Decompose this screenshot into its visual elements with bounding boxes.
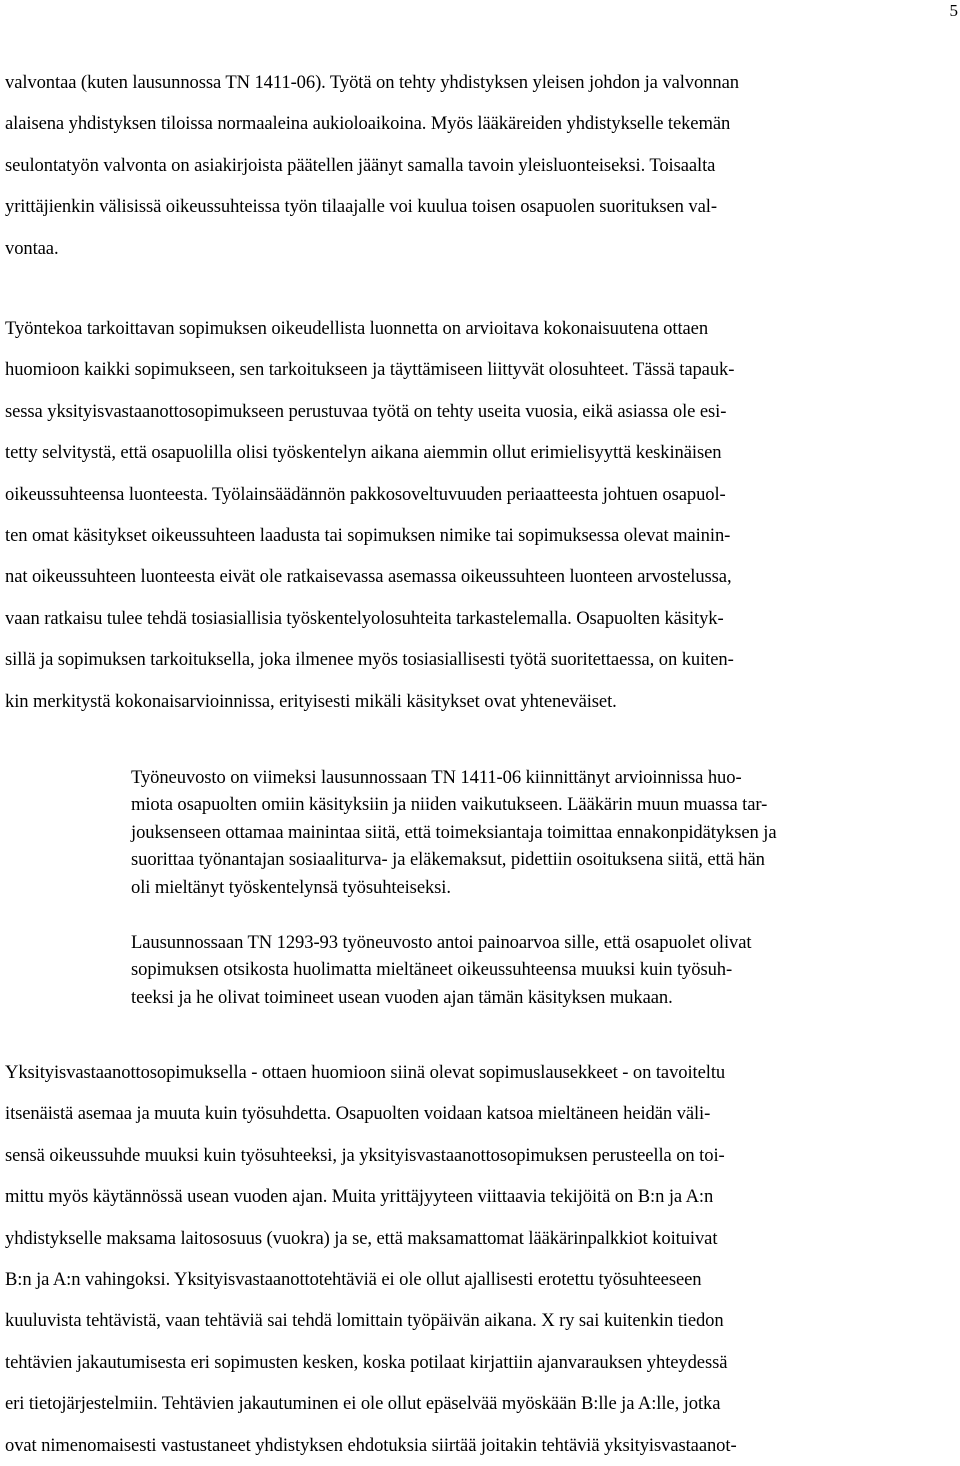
text-line: tehtävien jakautumisesta eri sopimusten kesken, koska potilaat kirjattiin ajanvarauksen yhteydessä <box>5 1351 728 1373</box>
text-line: huomioon kaikki sopimukseen, sen tarkoitukseen ja täyttämiseen liittyvät olosuhteet. Tässä tapauk- <box>5 359 735 381</box>
text-line: alaisena yhdistyksen tiloissa normaaleina aukioloaikoina. Myös lääkäreiden yhdistykselle tekemän <box>5 113 731 135</box>
text-line: Lausunnossaan TN 1293-93 työneuvosto antoi painoarvoa sille, että osapuolet olivat <box>131 932 752 953</box>
text-line: kuuluvista tehtävistä, vaan tehtäviä sai tehdä lomittain työpäivän aikana. X ry sai kuitenkin tiedon <box>5 1310 724 1332</box>
text-line: tetty selvitystä, että osapuolilla olisi työskentelyn aikana aiemmin ollut erimielisyyttä keskinäisen <box>5 442 722 464</box>
text-line: sillä ja sopimuksen tarkoituksella, joka ilmenee myös tosiasiallisesti työtä suoritettaessa, on kuiten- <box>5 649 734 671</box>
text-line: eri tietojärjestelmiin. Tehtävien jakautuminen ei ole ollut epäselvää myöskään B:lle ja A:lle, jotka <box>5 1393 721 1415</box>
text-line: Työntekoa tarkoittavan sopimuksen oikeudellista luonnetta on arvioitava kokonaisuutena ottaen <box>5 318 709 339</box>
text-line: vaan ratkaisu tulee tehdä tosiasiallisia työskentelyolosuhteita tarkastelemalla. Osapuolten käsityk- <box>5 607 724 629</box>
quote-block-1 <box>131 764 951 901</box>
text-line: ovat nimenomaisesti vastustaneet yhdistyksen ehdotuksia siirtää joitakin tehtäviä yksityisvastaanot- <box>5 1434 737 1456</box>
text-line: Yksityisvastaanottosopimuksella - ottaen huomioon siinä olevat sopimuslausekkeet - on tavoiteltu <box>5 1062 726 1083</box>
text-line: sopimuksen otsikosta huolimatta mieltäneet oikeussuhteensa muuksi kuin työsuh- <box>131 959 733 981</box>
text-line: itsenäistä asemaa ja muuta kuin työsuhdetta. Osapuolten voidaan katsoa mieltäneen heidän väli- <box>5 1103 711 1125</box>
paragraph-1 <box>5 62 945 269</box>
text-line: suorittaa työnantajan sosiaaliturva- ja eläkemaksut, pidettiin osoituksena siitä, että hän <box>131 849 765 871</box>
text-line: miota osapuolten omiin käsityksiin ja niiden vaikutukseen. Lääkärin muun muassa tar- <box>131 794 768 816</box>
text-line: vontaa. <box>5 237 59 259</box>
text-line: Työneuvosto on viimeksi lausunnossaan TN 1411-06 kiinnittänyt arvioinnissa huo- <box>131 767 742 788</box>
paragraph-2 <box>5 308 945 722</box>
text-line: mittu myös käytännössä usean vuoden ajan. Muita yrittäjyyteen viittaavia tekijöitä on B:n ja A:n <box>5 1186 714 1208</box>
text-line: jouksenseen ottamaa mainintaa siitä, että toimeksiantaja toimittaa ennakonpidätyksen ja <box>131 821 777 843</box>
text-line: nat oikeussuhteen luonteesta eivät ole ratkaisevassa asemassa oikeussuhteen luonteen arvostelussa, <box>5 566 732 588</box>
paragraph-3 <box>5 1052 945 1466</box>
text-line: oli mieltänyt työskentelynsä työsuhteiseksi. <box>131 876 451 898</box>
text-line: ten omat käsitykset oikeussuhteen laadusta tai sopimuksen nimike tai sopimuksessa olevat mainin- <box>5 525 731 547</box>
text-line: sessa yksityisvastaanottosopimukseen perustuvaa työtä on tehty useita vuosia, eikä asiassa ole esi- <box>5 400 727 422</box>
text-line: sensä oikeussuhde muuksi kuin työsuhteeksi, ja yksityisvastaanottosopimuksen perusteella on toi- <box>5 1144 725 1166</box>
text-line: valvontaa (kuten lausunnossa TN 1411-06). Työtä on tehty yhdistyksen yleisen johdon ja valvonnan <box>5 72 739 93</box>
text-line: yhdistykselle maksama laitososuus (vuokra) ja se, että maksamattomat lääkärinpalkkiot koituivat <box>5 1227 718 1249</box>
text-line: kin merkitystä kokonaisarvioinnissa, erityisesti mikäli käsitykset ovat yhteneväiset. <box>5 690 617 712</box>
text-line: B:n ja A:n vahingoksi. Yksityisvastaanottotehtäviä ei ole ollut ajallisesti erotettu työsuhteeseen <box>5 1269 702 1291</box>
text-line: oikeussuhteensa luonteesta. Työlainsäädännön pakkosoveltuvuuden periaatteesta johtuen osapuol- <box>5 483 726 505</box>
page-number: 5 <box>949 1 958 20</box>
text-line: teeksi ja he olivat toimineet usean vuoden ajan tämän käsityksen mukaan. <box>131 986 673 1008</box>
text-line: seulontatyön valvonta on asiakirjoista päätellen jäänyt samalla tavoin yleisluonteiseksi. Toisaalta <box>5 154 716 176</box>
text-line: yrittäjienkin välisissä oikeussuhteissa työn tilaajalle voi kuulua toisen osapuolen suorituksen val- <box>5 196 717 218</box>
quote-block-2 <box>131 929 951 1011</box>
